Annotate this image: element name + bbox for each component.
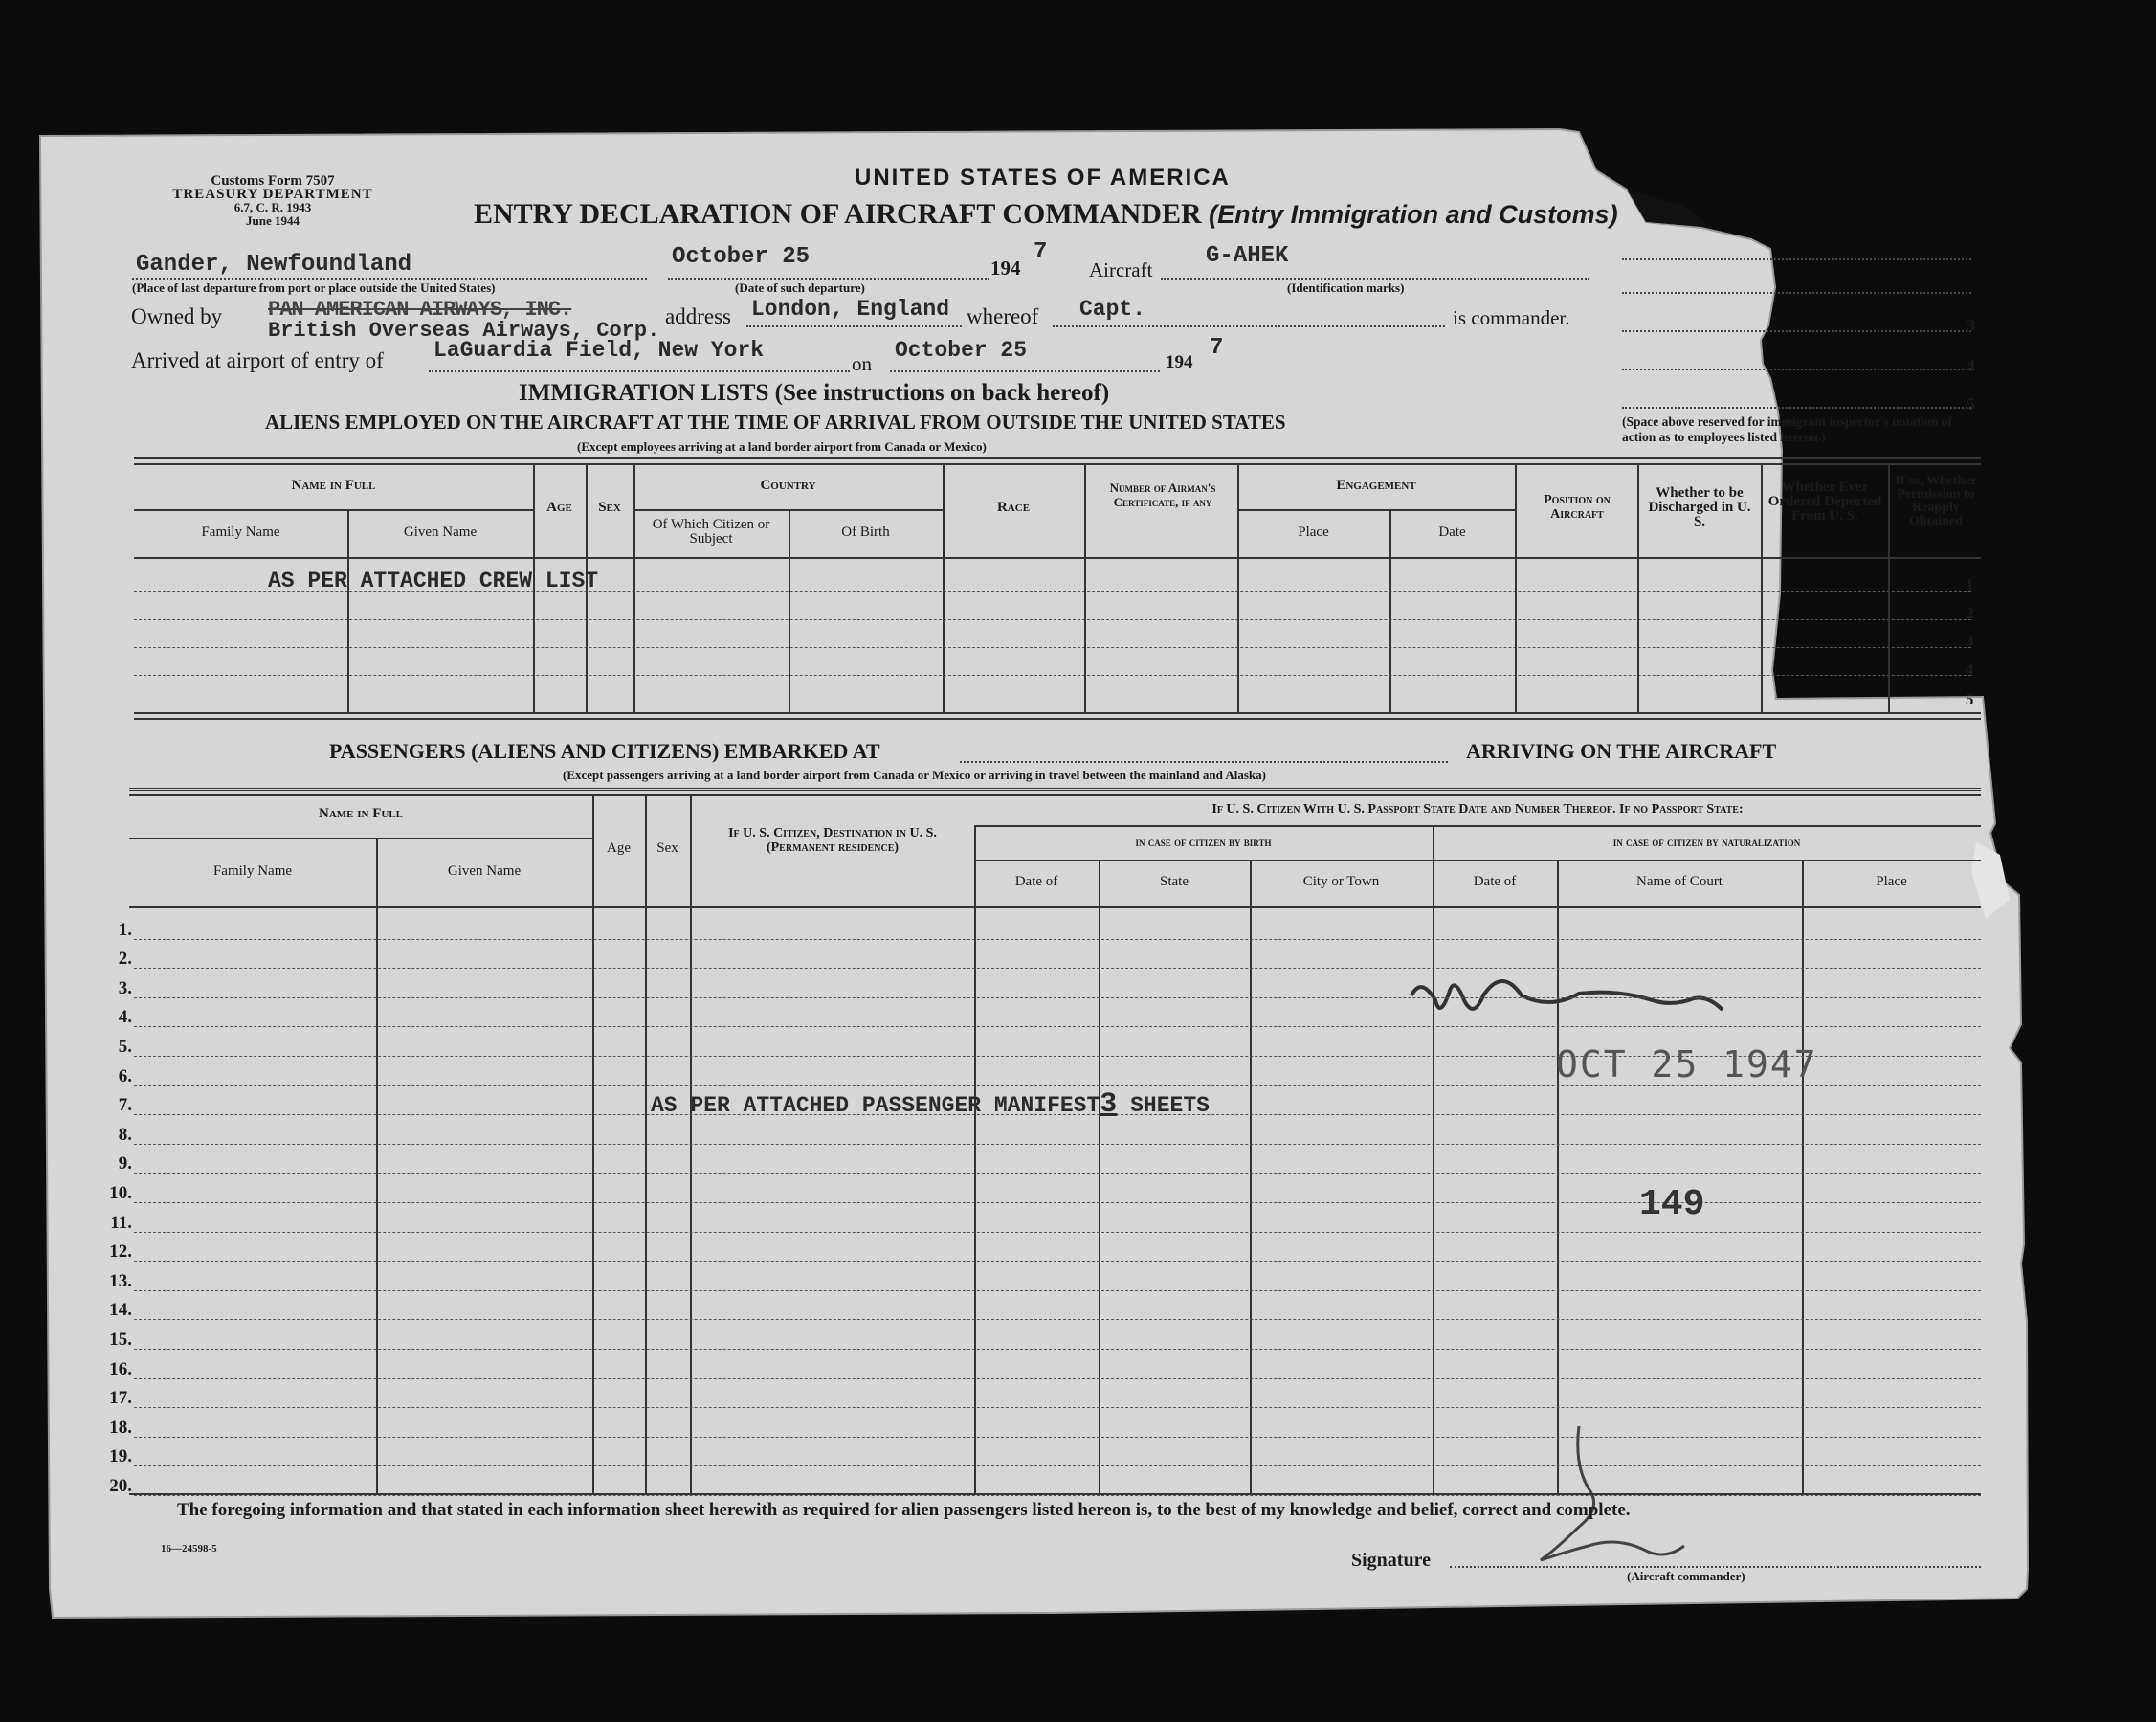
form-title: ENTRY DECLARATION OF AIRCRAFT COMMANDER [474,198,1202,230]
crew-col-of-birth: Of Birth [841,525,890,540]
pax-col-sex: Sex [656,840,678,856]
place-departure-caption: (Place of last departure from port or place outside the United States) [132,280,496,295]
crew-row-num: 3 [1966,632,1974,650]
aircraft-caption: (Identification marks) [1287,280,1405,295]
passenger-row-line [134,1026,1981,1027]
arrival-year-digit: 7 [1210,335,1224,361]
immigration-title: IMMIGRATION LISTS (See instructions on back hereof) [519,380,1110,406]
crew-col-position: Position on Aircraft [1544,493,1611,522]
pax-col-date-of-2: Date of [1473,874,1517,889]
passenger-row-line [134,1173,1981,1174]
passengers-title: PASSENGERS (ALIENS AND CITIZENS) EMBARKED AT [329,739,880,763]
reserved-num-3: 3 [1967,316,1975,335]
passenger-row-line [134,997,1981,998]
crew-row-num: 5 [1966,690,1974,708]
passenger-row-line [134,1407,1981,1408]
passenger-row-number: 13. [109,1271,132,1291]
on-label: on [852,352,872,375]
crew-col-given: Given Name [403,525,478,540]
passenger-row-line [134,1437,1981,1438]
passenger-row-number: 19. [109,1446,132,1466]
arrival-year-prefix: 194 [1166,352,1193,372]
crew-col-permission: If so, Whether Permission to Reapply Obtained [1895,474,1977,528]
date-stamp: OCT 25 1947 [1556,1043,1818,1085]
passenger-row-number: 11. [110,1213,132,1233]
crew-col-name-full: Name in Full [291,478,376,493]
address-label: address [665,304,731,328]
passenger-row-line [134,1349,1981,1350]
manifest-sheets: SHEETS [1130,1093,1210,1118]
crew-col-discharged: Whether to be Discharged in U. S. [1648,485,1751,529]
crew-col-deported: Whether Ever Ordered Deported From U. S. [1767,480,1882,524]
crew-col-family: Family Name [201,525,280,540]
year-digit: 7 [1034,239,1048,265]
customs-form-number: Customs Form 7507 [211,173,335,189]
crew-row-num: 4 [1966,660,1974,679]
pax-col-court: Name of Court [1636,874,1723,889]
page-number-stamp: 149 [1639,1184,1705,1225]
passenger-row-line [134,968,1981,969]
passenger-row-number: 4. [118,1007,132,1027]
owner-struck: PAN AMERICAN AIRWAYS, INC. [268,298,572,322]
crew-col-age: Age [546,500,572,515]
country-title: UNITED STATES OF AMERICA [855,165,1231,190]
immigration-note: (Except employees arriving at a land border airport from Canada or Mexico) [577,439,987,454]
date-departure-caption: (Date of such departure) [735,280,865,295]
crew-col-date: Date [1438,525,1466,540]
year-prefix: 194 [990,257,1021,280]
whereof-label: whereof [967,304,1039,328]
pax-col-by-birth: in case of citizen by birth [1135,835,1272,849]
passenger-row-number: 7. [118,1095,132,1115]
form-title-paren: (Entry Immigration and Customs) [1209,200,1618,229]
commander-name: Capt. [1079,297,1146,322]
crew-col-sex: Sex [598,500,621,515]
crew-list-note: AS PER ATTACHED CREW LIST [268,569,599,593]
immigration-subtitle: ALIENS EMPLOYED ON THE AIRCRAFT AT THE TIME OF ARRIVAL FROM OUTSIDE THE UNITED STATES [265,411,1286,434]
passenger-row-number: 9. [118,1153,132,1174]
crew-row-num: 2 [1966,604,1974,622]
passenger-row-line [134,1465,1981,1466]
crew-row-num: 1 [1966,575,1974,593]
pax-col-by-naturalization: in case of citizen by naturalization [1612,835,1801,849]
declaration-statement: The foregoing information and that stated in each information sheet herewith as required for alien passengers listed hereon is, to the best of my knowledge and belief, correct and complete. [177,1500,1631,1520]
passenger-row-number: 20. [109,1476,132,1496]
form-date: June 1944 [246,213,300,228]
crew-col-citizen-of: Of Which Citizen or Subject [652,517,770,547]
pax-col-destination: If U. S. Citizen, Destination in U. S. (Permanent residence) [728,826,937,855]
passenger-row-number: 6. [118,1066,132,1086]
passenger-row-number: 2. [118,949,132,969]
passenger-row-line [134,1290,1981,1291]
passenger-row-number: 1. [118,920,132,940]
passenger-row-number: 18. [109,1418,132,1438]
pax-col-passport-header: If U. S. Citizen With U. S. Passport State Date and Number Thereof. If no Passport State: [1211,802,1744,816]
regulation: 6.7, C. R. 1943 [233,200,312,214]
passenger-row-number: 14. [109,1300,132,1320]
passenger-row-line [134,1232,1981,1233]
passenger-row-line [134,939,1981,940]
passenger-row-line [134,1144,1981,1145]
form-code: 16—24598-5 [161,1543,217,1554]
place-of-departure: Gander, Newfoundland [136,252,412,278]
pax-col-family: Family Name [212,863,293,879]
passenger-row-line [134,1378,1981,1379]
passenger-row-number: 16. [109,1359,132,1379]
passenger-row-number: 8. [118,1125,132,1145]
pax-col-date-of: Date of [1014,874,1058,889]
passenger-row-line [134,1261,1981,1262]
owner: British Overseas Airways, Corp. [268,319,660,343]
aircraft-label: Aircraft [1089,258,1153,281]
passengers-arriving: ARRIVING ON THE AIRCRAFT [1466,739,1777,763]
passenger-row-number: 15. [109,1330,132,1350]
passenger-row-number: 10. [109,1183,132,1203]
passengers-note: (Except passengers arriving at a land border airport from Canada or Mexico or arriving in travel between the mainland and Alaska) [563,768,1266,782]
passenger-row-line [134,1319,1981,1320]
reserved-note: (Space above reserved for immigrant inspector's notation of action as to employees listed hereon.) [1622,414,1952,444]
signature-label: Signature [1351,1550,1431,1571]
reserved-num-4: 4 [1967,356,1975,375]
passenger-row-number: 17. [109,1388,132,1408]
crew-col-engagement: Engagement [1336,478,1416,493]
signature-caption: (Aircraft commander) [1627,1569,1745,1583]
manifest-note: AS PER ATTACHED PASSENGER MANIFEST [651,1093,1100,1118]
aircraft-id: G-AHEK [1206,243,1289,269]
pax-col-name-full: Name in Full [318,806,403,821]
arrival-airport: LaGuardia Field, New York [433,338,765,363]
treasury-department: TREASURY DEPARTMENT [172,187,373,202]
date-of-departure: October 25 [672,244,811,270]
pax-col-state: State [1160,874,1189,889]
arrived-label: Arrived at airport of entry of [131,348,384,372]
pax-col-age: Age [607,840,631,856]
pax-col-given: Given Name [447,863,522,879]
arrival-date: October 25 [895,338,1028,363]
passenger-row-number: 3. [118,978,132,998]
passenger-row-line [134,1085,1981,1086]
crew-col-race: Race [996,500,1031,515]
owned-by-label: Owned by [131,304,223,328]
crew-col-country: Country [760,478,816,493]
crew-col-airman-cert: Number of Airman's Certificate, if any [1109,481,1216,509]
is-commander-label: is commander. [1453,306,1570,329]
manifest-count: 3 [1100,1088,1118,1121]
reserved-num-5: 5 [1967,394,1975,414]
pax-col-place: Place [1876,874,1907,889]
passenger-row-line [134,1495,1981,1496]
crew-col-place: Place [1298,525,1329,540]
owner-address: London, England [751,297,950,322]
passenger-row-number: 12. [109,1241,132,1262]
pax-col-city: City or Town [1302,874,1380,889]
passenger-row-number: 5. [118,1037,132,1057]
